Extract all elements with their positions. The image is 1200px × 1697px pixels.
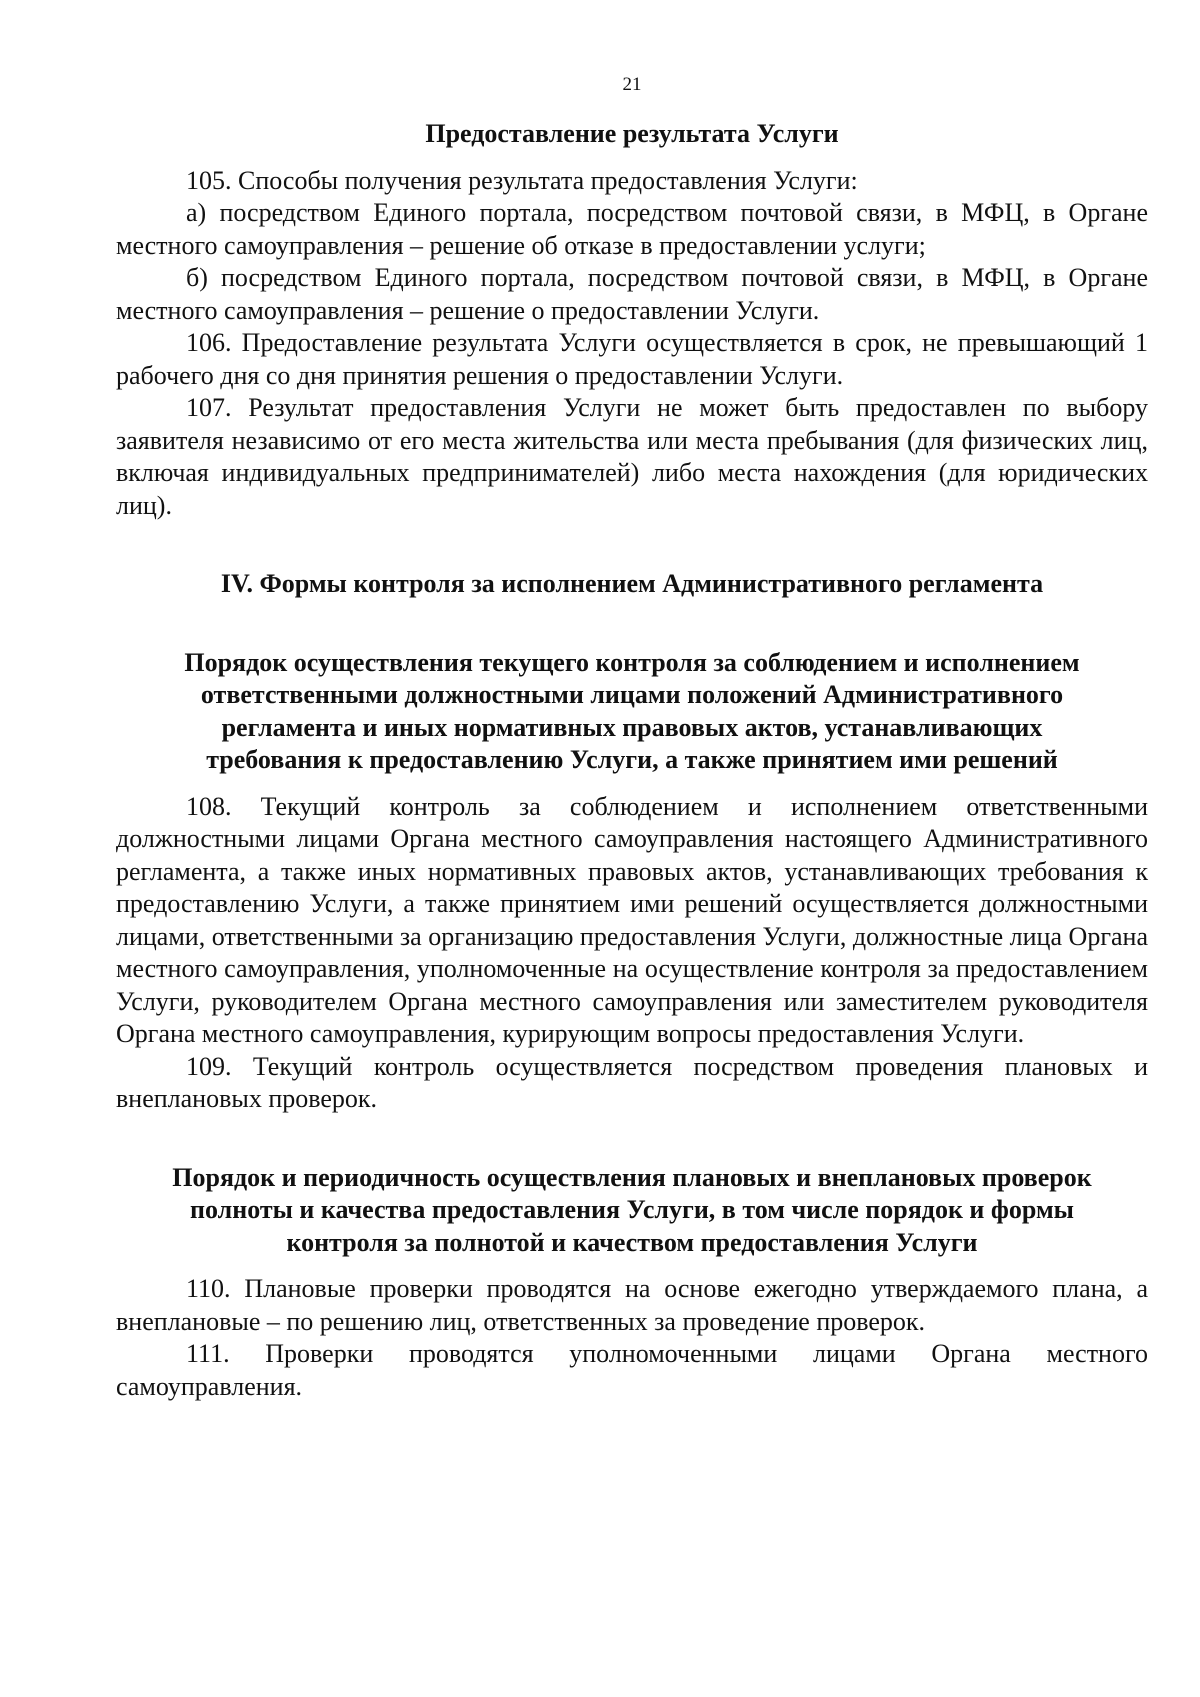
heading-line: требования к предоставлению Услуги, а также принятием ими решений — [206, 745, 1058, 774]
paragraph-106: 106. Предоставление результата Услуги осуществляется в срок, не превышающий 1 рабочего дня со дня принятия решения о предоставлении Услуги. — [116, 328, 1148, 390]
paragraph-111: 111. Проверки проводятся уполномоченными лицами Органа местного самоуправления. — [116, 1339, 1148, 1401]
heading-line: контроля за полнотой и качеством предоставления Услуги — [286, 1227, 978, 1257]
heading-line: Порядок и периодичность осуществления плановых и внеплановых проверок — [172, 1162, 1092, 1192]
paragraph-105-b: б) посредством Единого портала, посредством почтовой связи, в МФЦ, в Органе местного самоуправления – решение о предоставлении Услуги. — [116, 263, 1148, 325]
page-number: 21 — [622, 74, 642, 95]
paragraph-105-a: а) посредством Единого портала, посредством почтовой связи, в МФЦ, в Органе местного самоуправления – решение об отказе в предоставлении услуги; — [116, 198, 1148, 260]
paragraph-110: 110. Плановые проверки проводятся на основе ежегодно утверждаемого плана, а внеплановые – по решению лиц, ответственных за проведение проверок. — [116, 1274, 1148, 1336]
section-heading-current-control — [116, 647, 1148, 777]
paragraph-107: 107. Результат предоставления Услуги не может быть предоставлен по выбору заявителя независимо от его места жительства или места пребывания (для физических лиц, включая индивидуальных предпринимателей) либо места нахождения (для юридических лиц). — [116, 393, 1148, 520]
heading-line: полноты и качества предоставления Услуги, в том числе порядок и формы — [190, 1195, 1074, 1224]
document-content — [116, 118, 1148, 1403]
section-heading-result: Предоставление результата Услуги — [425, 119, 839, 148]
section-heading-inspections — [116, 1162, 1148, 1260]
paragraph-109: 109. Текущий контроль осуществляется посредством проведения плановых и внеплановых проверок. — [116, 1051, 1148, 1113]
chapter-heading-iv: IV. Формы контроля за исполнением Административного регламента — [220, 569, 1044, 598]
heading-line: регламента и иных нормативных правовых актов, устанавливающих — [221, 712, 1043, 742]
paragraph-108: 108. Текущий контроль за соблюдением и исполнением ответственными должностными лицами Органа местного самоуправления настоящего Административного регламента, а также иных нормативных правовых актов, устанавливающих требования к предоставлению Услуги, а также принятием ими решений осуществляется должностными лицами, ответственными за организацию предоставления Услуги, должностные лица Органа местного самоуправления, уполномоченные на осуществление контроля за предоставлением Услуги, руководителем Органа местного самоуправления или заместителем руководителя Органа местного самоуправления, курирующим вопросы предоставления Услуги. — [116, 791, 1148, 1048]
heading-line: ответственными должностными лицами положений Административного — [200, 680, 1064, 709]
paragraph-105: 105. Способы получения результата предоставления Услуги: — [186, 165, 858, 195]
heading-line: Порядок осуществления текущего контроля за соблюдением и исполнением — [184, 647, 1080, 677]
